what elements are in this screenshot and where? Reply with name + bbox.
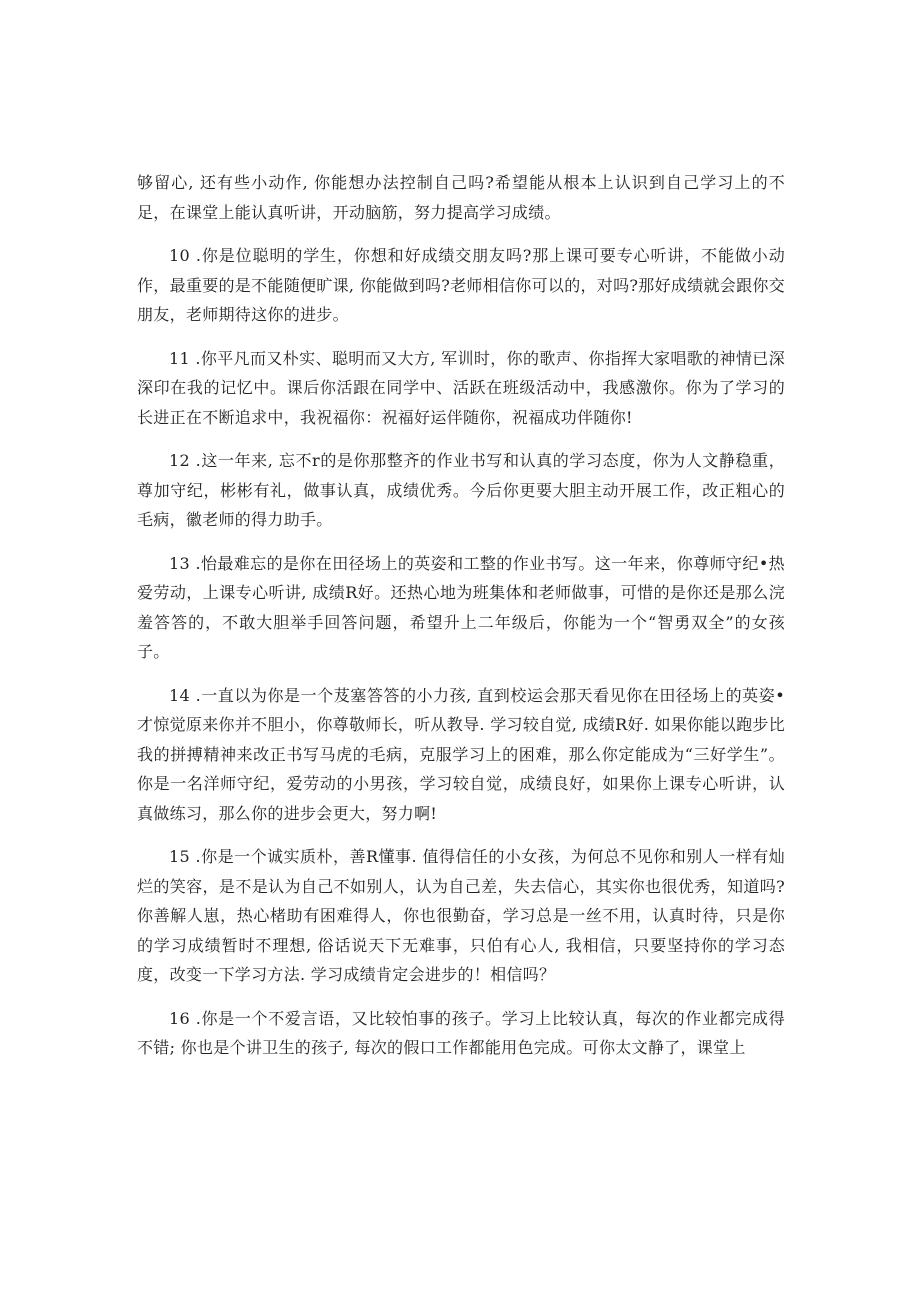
paragraph-continued: 够留心, 还有些小动作, 你能想办法控制自己吗?希望能从根本上认识到自己学习上的不足，在课堂上能认真听讲，开动脑筋，努力提高学习成绩。	[137, 173, 785, 222]
paragraph-14: 14 .一直以为你是一个芨塞答答的小力孩, 直到校运会那天看见你在田径场上的英姿•才惊觉原来你并不胆小，你尊敬师长，听从教导. 学习较自觉, 成绩R好. 如果你能以跑步比我的拼搏精神来改正书写马虎的毛病，克服学习上的困难，那么你定能成为“三好学生”。你是一名洋师守纪，爱劳动的小男孩，学习较自觉，成绩良好，如果你上课专心听讲，认真做练习，那么你的进步会更大，努力啊!	[137, 685, 785, 823]
paragraph-10: 10 .你是位聪明的学生，你想和好成绩交朋友吗?那上课可要专心听讲，不能做小动作，最重要的是不能随便旷课, 你能做到吗?老师相信你可以的，对吗?那好成绩就会跟你交朋友，老师期待这你的进步。	[137, 246, 785, 324]
paragraph-15: 15 .你是一个诚实质朴，善R懂事. 值得信任的小女孩，为何总不见你和别人一样有灿烂的笑容，是不是认为自己不如别人，认为自己差，失去信心，其实你也很优秀，知道吗?你善解人崽，热心楮助有困难得人，你也很勤奋，学习总是一丝不用，认真时待，只是你的学习成绩暂时不理想, 俗话说天下无难事，只伯有心人, 我相信，只要坚持你的学习态度，改变一下学习方法. 学习成绩肯定会进步的！相信吗？	[137, 847, 785, 984]
paragraph-16: 16 .你是一个不爱言语，又比较怕事的孩子。学习上比较认真，每次的作业都完成得不错; 你也是个讲卫生的孩子, 每次的假口工作都能用色完成。可你太文静了，课堂上	[137, 1008, 785, 1057]
paragraph-13: 13 .怡最难忘的是你在田径场上的英姿和工整的作业书写。这一年来，你尊师守纪•热爱劳动，上课专心听讲, 成绩R好。还热心地为班集体和老师做事，可惜的是你还是那么浣羞答答的，不敢大胆举手回答问题，希望升上二年级后，你能为一个“智勇双全”的女孩子。	[137, 553, 785, 661]
paragraph-11: 11 .你平凡而又朴实、聪明而又大方, 军训时，你的歌声、你指挥大家唱歌的神情已深深印在我的记忆中。课后你活跟在同学中、活跃在班级活动中，我感激你。你为了学习的长进正在不断追求中，我祝福你：祝福好运伴随你，祝福成功伴随你!	[137, 348, 785, 427]
paragraph-12: 12 .这一年来, 忘不r的是你那整齐的作业书写和认真的学习态度，你为人文静稳重，尊加守纪，彬彬有礼，做事认真，成绩优秀。今后你更要大胆主动开展工作，改正粗心的毛病，徽老师的得力助手。	[137, 451, 785, 529]
document-body	[137, 168, 785, 1077]
